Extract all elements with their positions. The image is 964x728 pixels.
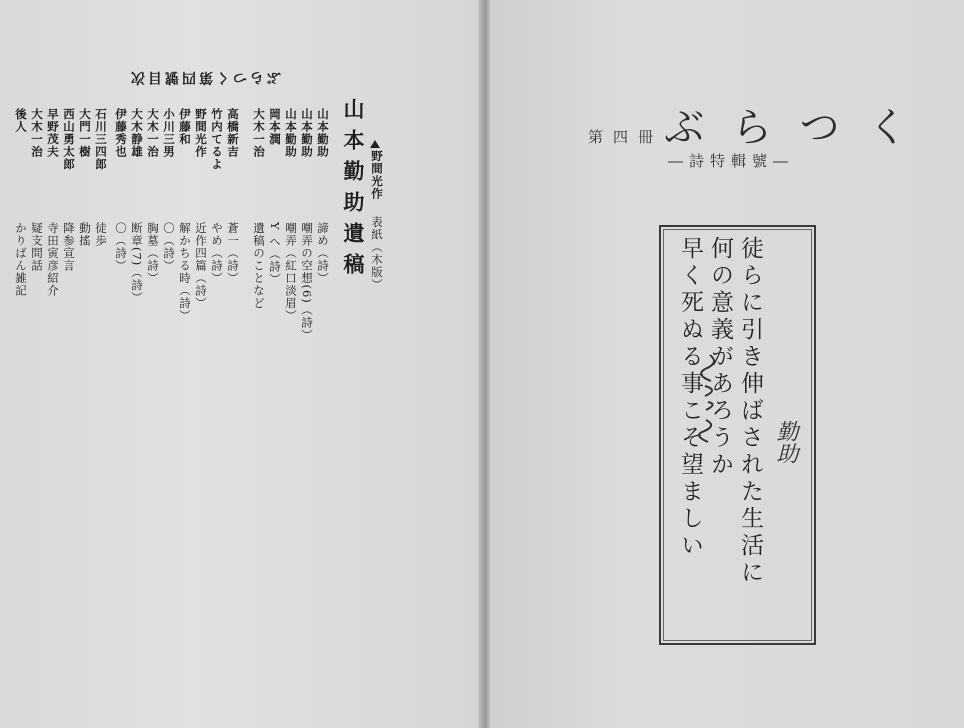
toc-work-17: 降参宣言	[62, 222, 76, 272]
toc-work-18: 寺田寅彦紹介	[46, 222, 60, 297]
toc-work-10: 解かちる時（詩）	[178, 222, 192, 322]
toc-author-8: 竹内てるよ	[210, 108, 224, 171]
toc-author-9: 野間光作	[194, 108, 208, 158]
poem-line-3: 早く死ぬる事こそ望ましい	[677, 236, 703, 560]
toc-work-7: 蒼一（詩）	[226, 222, 240, 285]
toc-work-1: 表紙（木版）	[370, 216, 384, 291]
toc-work-14: 〇（詩）	[114, 222, 128, 272]
toc-author-17: 西山勇太郎	[62, 108, 76, 171]
toc-work-16: 動搖	[78, 222, 92, 247]
toc-author-4: 山本勤助	[284, 108, 298, 158]
toc-author-18: 早野茂夫	[46, 108, 60, 158]
toc-author-14: 伊藤秀也	[114, 108, 128, 158]
toc-author-20: 後人	[14, 108, 28, 133]
toc-work-6: 遺稿のことなど	[252, 222, 266, 310]
poem-line-2: 何の意義があろうか	[707, 236, 733, 479]
toc-work-5: Y へ（詩）	[268, 222, 282, 286]
toc-author-12: 大木一治	[146, 108, 160, 158]
issue-label: 第四冊	[588, 128, 664, 146]
toc-work-2: 諦め（詩）	[316, 222, 330, 285]
handwritten-scribble-icon	[680, 350, 740, 460]
triangle-marker-icon	[370, 140, 380, 148]
toc-author-2: 山本勤助	[316, 108, 330, 158]
toc-title: ぶらつく第四號目次	[128, 69, 281, 85]
toc-work-15: 徒歩	[94, 222, 108, 247]
toc-author-1: 野間光作	[370, 150, 384, 200]
toc-author-19: 大木一治	[30, 108, 44, 158]
toc-author-6: 大木一治	[252, 108, 266, 158]
special-issue-label: ―詩特輯號―	[668, 152, 795, 170]
toc-author-7: 高橋新吉	[226, 108, 240, 158]
magazine-title: ぶらつく	[664, 105, 936, 151]
toc-author-15: 石川三四郎	[94, 108, 108, 171]
main-feature-title: 山本勤助遺稿	[341, 98, 366, 284]
toc-work-9: 近作四篇（詩）	[194, 222, 208, 310]
toc-work-11: 〇（詩）	[162, 222, 176, 272]
toc-author-5: 岡本潤	[268, 108, 282, 146]
toc-work-12: 胸墓（詩）	[146, 222, 160, 285]
toc-work-8: やめ（詩）	[210, 222, 224, 285]
toc-author-10: 伊藤和	[178, 108, 192, 146]
toc-work-4: 嘲弄（紅口淡眉）	[284, 222, 298, 322]
toc-work-13: 断章(7)（詩）	[130, 222, 144, 304]
signature: 勤助	[773, 420, 798, 464]
toc-author-3: 山本勤助	[300, 108, 314, 158]
toc-author-11: 小川三男	[162, 108, 176, 158]
poem-line-1: 徒らに引き伸ばされた生活に	[737, 236, 763, 587]
toc-author-16: 大門一樹	[78, 108, 92, 158]
toc-work-3: 嘲弄の空想(6)（詩）	[300, 222, 314, 342]
toc-author-13: 大木静雄	[130, 108, 144, 158]
toc-work-19: 疑支問話	[30, 222, 44, 272]
toc-work-20: かりばん雑記	[14, 222, 28, 297]
